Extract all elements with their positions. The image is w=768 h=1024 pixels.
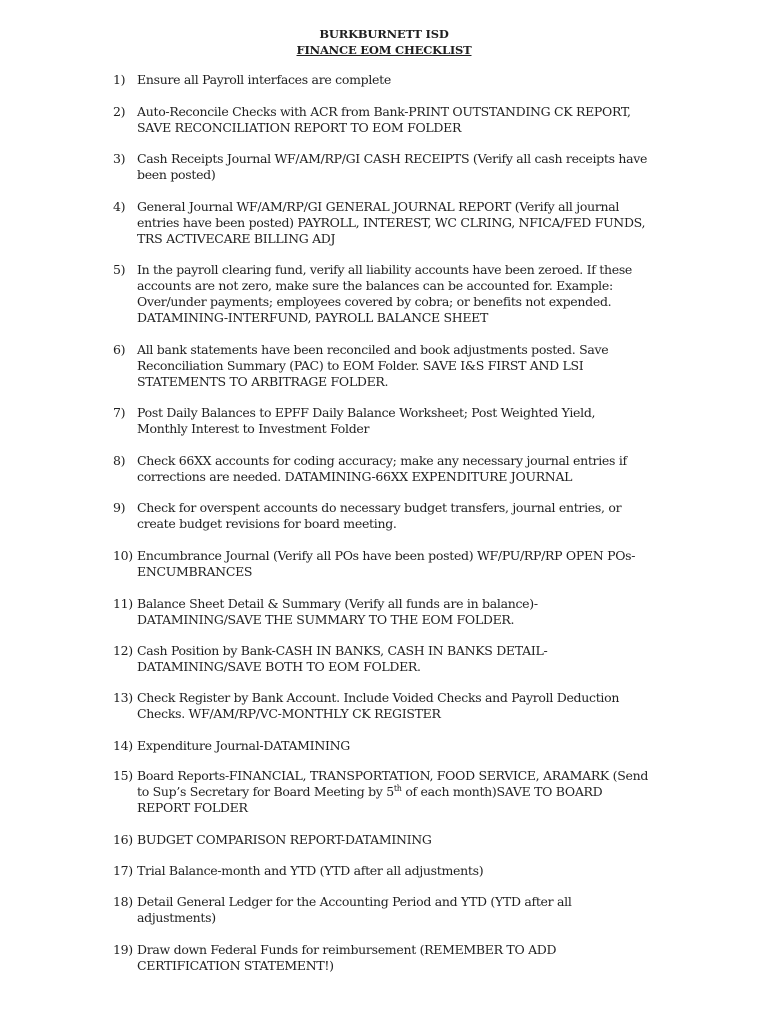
item-text-line: Detail General Ledger for the Accounting Period and YTD (YTD after all: [137, 894, 572, 909]
item-text: [137, 738, 350, 754]
item-text-line: Check 66XX accounts for coding accuracy; make any necessary journal entries if: [137, 453, 627, 468]
item-text: [137, 453, 627, 485]
item-text-line: Balance Sheet Detail & Summary (Verify all funds are in balance)-: [137, 596, 538, 611]
document-subtitle: FINANCE EOM CHECKLIST: [296, 43, 472, 57]
item-text-line: entries have been posted) PAYROLL, INTEREST, WC CLRING, NFICA/FED FUNDS,: [137, 215, 646, 230]
item-text-line: Post Daily Balances to EPFF Daily Balance Worksheet; Post Weighted Yield,: [137, 405, 596, 420]
item-number: 5): [113, 262, 126, 277]
item-text-fragment: of each month)SAVE TO BOARD: [401, 784, 603, 799]
item-text-fragment: to Sup’s Secretary for Board Meeting by 5: [137, 784, 394, 799]
item-text-line: All bank statements have been reconciled and book adjustments posted. Save: [137, 342, 609, 357]
item-text-line: CERTIFICATION STATEMENT!): [137, 958, 334, 973]
item-text-line: accounts are not zero, make sure the balances can be accounted for. Example:: [137, 278, 613, 293]
item-number: 7): [113, 405, 126, 420]
item-number: 10): [113, 548, 133, 563]
item-text: [137, 104, 631, 136]
item-text-line: DATAMINING-INTERFUND, PAYROLL BALANCE SHEET: [137, 310, 489, 325]
item-text-line: Check Register by Bank Account. Include Voided Checks and Payroll Deduction: [137, 690, 620, 705]
item-text-line: Auto-Reconcile Checks with ACR from Bank-PRINT OUTSTANDING CK REPORT,: [137, 104, 631, 119]
item-text: [137, 863, 483, 879]
item-text-line: Monthly Interest to Investment Folder: [137, 421, 370, 436]
item-text-line: Checks. WF/AM/RP/VC-MONTHLY CK REGISTER: [137, 706, 441, 721]
item-text-line: been posted): [137, 167, 216, 182]
item-text: [137, 942, 556, 974]
item-text-line: DATAMINING/SAVE THE SUMMARY TO THE EOM FOLDER.: [137, 612, 515, 627]
item-text: [137, 151, 647, 183]
item-number: 8): [113, 453, 126, 468]
item-number: 2): [113, 104, 126, 119]
item-number: 12): [113, 643, 133, 658]
item-text-line: Reconciliation Summary (PAC) to EOM Folder. SAVE I&S FIRST AND LSI: [137, 358, 584, 373]
item-text: [137, 405, 595, 437]
item-text-line: STATEMENTS TO ARBITRAGE FOLDER.: [137, 374, 389, 389]
item-text-line: TRS ACTIVECARE BILLING ADJ: [137, 231, 336, 246]
item-text-line: ENCUMBRANCES: [137, 564, 253, 579]
item-text-line: Trial Balance-month and YTD (YTD after all adjustments): [137, 863, 484, 878]
item-text-line: Board Reports-FINANCIAL, TRANSPORTATION, FOOD SERVICE, ARAMARK (Send: [137, 768, 649, 783]
item-text: [137, 894, 572, 926]
item-text: [137, 500, 621, 532]
item-number: 3): [113, 151, 126, 166]
item-text-line: SAVE RECONCILIATION REPORT TO EOM FOLDER: [137, 120, 462, 135]
item-number: 13): [113, 690, 133, 705]
item-text: [137, 768, 648, 816]
item-number: 1): [113, 72, 126, 87]
item-number: 19): [113, 942, 133, 957]
item-text-line: In the payroll clearing fund, verify all liability accounts have been zeroed. If these: [137, 262, 633, 277]
item-text-line: Cash Receipts Journal WF/AM/RP/GI CASH RECEIPTS (Verify all cash receipts have: [137, 151, 648, 166]
item-text-line: Encumbrance Journal (Verify all POs have been posted) WF/PU/RP/RP OPEN POs-: [137, 548, 636, 563]
item-number: 16): [113, 832, 133, 847]
item-text-line: corrections are needed. DATAMINING-66XX EXPENDITURE JOURNAL: [137, 469, 573, 484]
item-text: [137, 690, 619, 722]
item-text-line: create budget revisions for board meeting.: [137, 516, 397, 531]
ordinal-suffix: th: [393, 783, 402, 793]
item-number: 11): [113, 596, 133, 611]
item-number: 14): [113, 738, 133, 753]
item-text-line: Cash Position by Bank-CASH IN BANKS, CASH IN BANKS DETAIL-: [137, 643, 548, 658]
item-number: 6): [113, 342, 126, 357]
item-text-line: Expenditure Journal-DATAMINING: [137, 738, 350, 753]
item-number: 18): [113, 894, 133, 909]
item-text: [137, 643, 547, 675]
item-text-line: Check for overspent accounts do necessary budget transfers, journal entries, or: [137, 500, 622, 515]
item-text-line: DATAMINING/SAVE BOTH TO EOM FOLDER.: [137, 659, 421, 674]
item-text: [137, 548, 635, 580]
item-text-line: BUDGET COMPARISON REPORT-DATAMINING: [137, 832, 432, 847]
item-text: [137, 262, 632, 326]
document-header: [0, 26, 768, 58]
item-text-line: Over/under payments; employees covered by cobra; or benefits not expended.: [137, 294, 612, 309]
item-text: [137, 832, 432, 848]
item-number: 17): [113, 863, 133, 878]
item-text-line: REPORT FOLDER: [137, 800, 248, 815]
item-text-line: adjustments): [137, 910, 216, 925]
item-text-line: [137, 784, 648, 800]
item-text: [137, 199, 645, 247]
item-number: 9): [113, 500, 126, 515]
item-number: 4): [113, 199, 126, 214]
item-text-line: Draw down Federal Funds for reimbursement (REMEMBER TO ADD: [137, 942, 557, 957]
item-number: 15): [113, 768, 133, 783]
document-title: BURKBURNETT ISD: [319, 27, 449, 41]
item-text-line: Ensure all Payroll interfaces are complete: [137, 72, 391, 87]
item-text: [137, 596, 538, 628]
item-text-line: General Journal WF/AM/RP/GI GENERAL JOURNAL REPORT (Verify all journal: [137, 199, 620, 214]
item-text: [137, 342, 608, 390]
item-text: [137, 72, 391, 88]
